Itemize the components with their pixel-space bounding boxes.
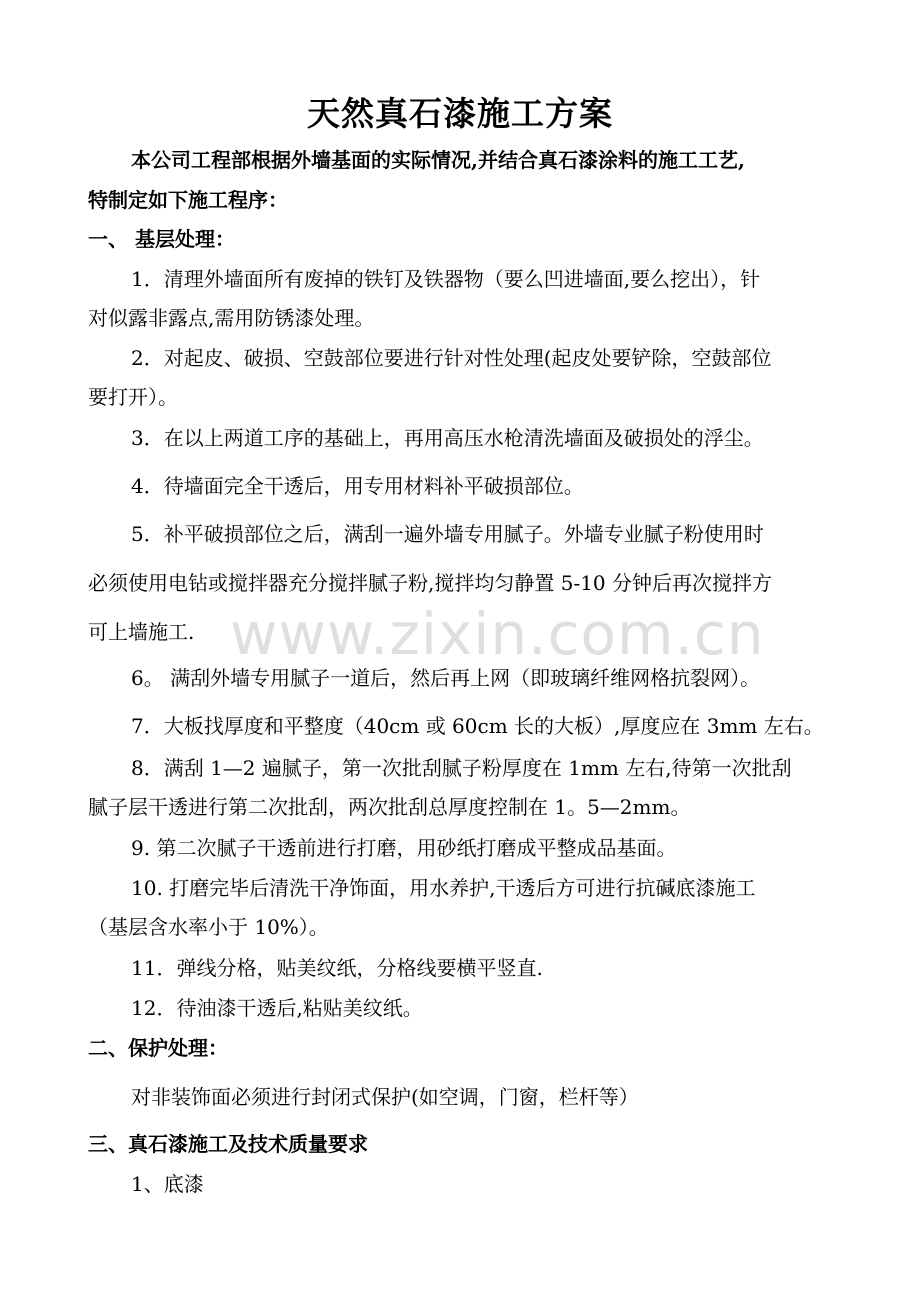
item-4: 4．待墙面完全干透后，用专用材料补平破损部位。 — [131, 474, 584, 498]
item-8-line-2: 腻子层干透进行第二次批刮，两次批刮总厚度控制在 1。5—2mm。 — [88, 795, 691, 819]
document-title: 天然真石漆施工方案 — [307, 94, 613, 133]
section-2-body: 对非装饰面必须进行封闭式保护(如空调，门窗，栏杆等） — [131, 1085, 639, 1109]
item-5-line-3: 可上墙施工. — [88, 620, 195, 644]
section-2-heading: 二、保护处理： — [88, 1036, 228, 1060]
intro-line-2: 特制定如下施工程序： — [88, 188, 288, 212]
item-5-line-1: 5．补平破损部位之后，满刮一遍外墙专用腻子。外墙专业腻子粉使用时 — [131, 522, 764, 546]
item-7: 7．大板找厚度和平整度（40cm 或 60cm 长的大板）,厚度应在 3mm 左右。 — [131, 714, 824, 738]
item-8-line-1: 8．满刮 1—2 遍腻子，第一次批刮腻子粉厚度在 1mm 左右,待第一次批刮 — [131, 756, 792, 780]
item-6: 6。 满刮外墙专用腻子一道后，然后再上网（即玻璃纤维网格抗裂网）。 — [131, 666, 761, 690]
item-3: 3．在以上两道工序的基础上，再用高压水枪清洗墙面及破损处的浮尘。 — [131, 426, 764, 450]
item-5-line-2: 必须使用电钻或搅拌器充分搅拌腻子粉,搅拌均匀静置 5-10 分钟后再次搅拌方 — [88, 571, 773, 595]
item-11: 11．弹线分格，贴美纹纸，分格线要横平竖直. — [131, 956, 543, 980]
section-3-heading: 三、真石漆施工及技术质量要求 — [88, 1132, 368, 1156]
item-10-line-1: 10. 打磨完毕后清洗干净饰面，用水养护,干透后方可进行抗碱底漆施工 — [131, 876, 756, 900]
section-3-sub-1: 1、底漆 — [131, 1172, 204, 1196]
item-1-line-1: 1．清理外墙面所有废掉的铁钉及铁器物（要么凹进墙面,要么挖出），针 — [131, 267, 761, 291]
item-2-line-1: 2．对起皮、破损、空鼓部位要进行针对性处理(起皮处要铲除，空鼓部位 — [131, 346, 772, 370]
section-1-heading: 一、 基层处理： — [88, 227, 235, 251]
item-9: 9. 第二次腻子干透前进行打磨，用砂纸打磨成平整成品基面。 — [131, 836, 677, 860]
item-12: 12．待油漆干透后,粘贴美纹纸。 — [131, 996, 423, 1020]
watermark: www.zixin.com.cn — [230, 600, 765, 668]
item-2-line-2: 要打开）。 — [88, 385, 178, 409]
item-1-line-2: 对似露非露点,需用防锈漆处理。 — [88, 306, 375, 330]
intro-line-1: 本公司工程部根据外墙基面的实际情况,并结合真石漆涂料的施工工艺, — [131, 148, 745, 172]
item-10-line-2: （基层含水率小于 10%）。 — [88, 915, 329, 939]
